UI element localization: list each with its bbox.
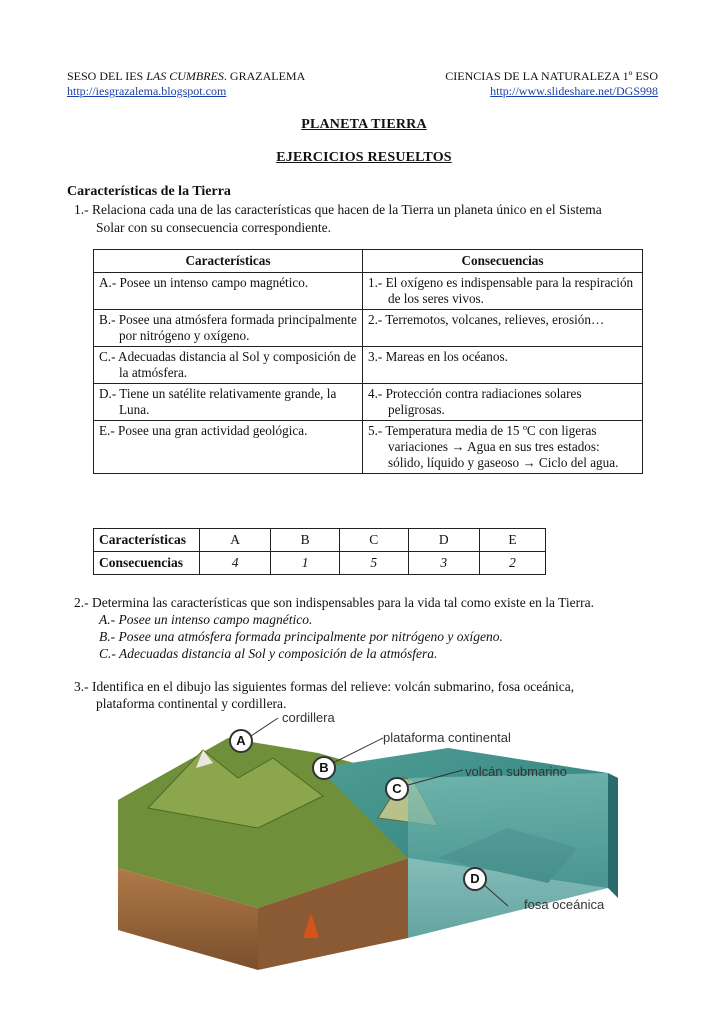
- answer-2-c: C.- Adecuadas distancia al Sol y composición de la atmósfera.: [99, 646, 438, 661]
- answer-2-b: B.- Posee una atmósfera formada principalmente por nitrógeno y oxígeno.: [99, 629, 503, 644]
- question-2: 2.- Determina las características que son indispensables para la vida tal como existe en la Tierra.: [74, 595, 594, 610]
- answer-cell: 4: [200, 552, 271, 575]
- page-subtitle: EJERCICIOS RESUELTOS: [276, 150, 452, 165]
- table-cell: A.- Posee un intenso campo magnético.: [99, 275, 309, 290]
- label-plataforma-continental: plataforma continental: [383, 730, 511, 745]
- answer-cell: B: [271, 529, 340, 552]
- table-cell: 3.- Mareas en los océanos.: [368, 349, 508, 364]
- blog-link[interactable]: http://iesgrazalema.blogspot.com: [67, 84, 227, 98]
- answer-cell: 1: [271, 552, 340, 575]
- question-1-line2: Solar con su consecuencia correspondiente.: [96, 220, 332, 235]
- table-header-characteristics: Características: [94, 250, 363, 273]
- table-cell: E.- Posee una gran actividad geológica.: [99, 423, 308, 438]
- answer-cell: E: [479, 529, 545, 552]
- table-header-consequences: Consecuencias: [363, 250, 643, 273]
- question-3-line2: plataforma continental y cordillera.: [96, 696, 287, 711]
- page-title: PLANETA TIERRA: [301, 117, 427, 132]
- leader-line: [248, 718, 278, 738]
- table-cell: 4.- Protección contra radiaciones solares peligrosas.: [368, 386, 582, 417]
- badge-d: D: [463, 867, 487, 891]
- answer-cell: 3: [408, 552, 479, 575]
- table-cell: B.- Posee una atmósfera formada principalmente por nitrógeno y oxígeno.: [99, 312, 357, 343]
- table-row: [94, 273, 643, 310]
- answer-cell: 2: [479, 552, 545, 575]
- course-header: CIENCIAS DE LA NATURALEZA 1º ESO: [445, 69, 658, 83]
- answer-row-characteristics: [94, 529, 546, 552]
- table-cell: 2.- Terremotos, volcanes, relieves, erosión…: [368, 312, 605, 327]
- table-row: [94, 421, 643, 474]
- question-1-line1: 1.- Relaciona cada una de las características que hacen de la Tierra un planeta único en el Sistema: [74, 202, 602, 217]
- answer-row-label: Características: [94, 529, 200, 552]
- relief-diagram: [108, 708, 628, 970]
- school-header: SESO DEL IES LAS CUMBRES. GRAZALEMA: [67, 69, 306, 83]
- label-volcan-submarino: volcán submarino: [465, 764, 567, 779]
- answer-row-label: Consecuencias: [94, 552, 200, 575]
- water-column: [408, 773, 608, 938]
- answer-row-consequences: [94, 552, 546, 575]
- badge-a: A: [229, 729, 253, 753]
- table-cell: 5.- Temperatura media de 15 ºC con ligeras variaciones → Agua en sus tres estados: sólido, líquido y gaseoso → Ciclo del agua.: [368, 423, 619, 470]
- question-3-line1: 3.- Identifica en el dibujo las siguientes formas del relieve: volcán submarino, fosa oceánica,: [74, 679, 575, 694]
- table-row: [94, 310, 643, 347]
- section-title: Características de la Tierra: [67, 184, 231, 199]
- slideshare-link[interactable]: http://www.slideshare.net/DGS998: [490, 84, 658, 98]
- answer-2-a: A.- Posee un intenso campo magnético.: [99, 612, 313, 627]
- label-cordillera: cordillera: [282, 710, 335, 725]
- answer-cell: 5: [339, 552, 408, 575]
- answer-cell: D: [408, 529, 479, 552]
- answer-table: [93, 528, 546, 575]
- table-row: [94, 384, 643, 421]
- answer-cell: A: [200, 529, 271, 552]
- badge-c: C: [385, 777, 409, 801]
- table-row: [94, 347, 643, 384]
- badge-b: B: [312, 756, 336, 780]
- characteristics-table: [93, 249, 643, 474]
- table-cell: D.- Tiene un satélite relativamente grande, la Luna.: [99, 386, 337, 417]
- water-side: [608, 773, 618, 898]
- table-cell: C.- Adecuadas distancia al Sol y composición de la atmósfera.: [99, 349, 357, 380]
- table-header-row: [94, 250, 643, 273]
- table-cell: 1.- El oxígeno es indispensable para la respiración de los seres vivos.: [368, 275, 634, 306]
- label-fosa-oceanica: fosa oceánica: [524, 897, 605, 912]
- answer-cell: C: [339, 529, 408, 552]
